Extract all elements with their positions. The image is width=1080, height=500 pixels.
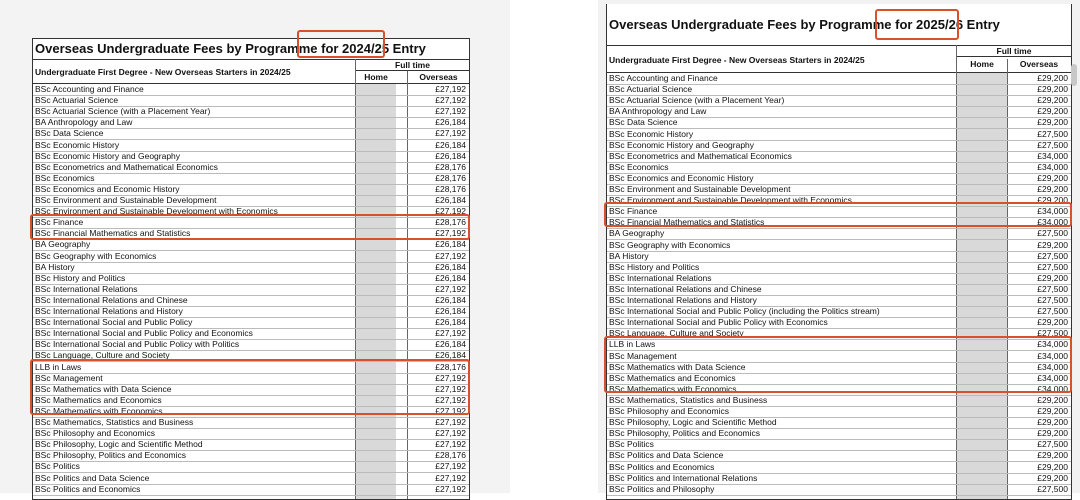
overseas-fee: £27,192 [435,472,466,483]
programme-name: BSc Accounting and Finance [609,73,718,83]
overseas-fee: £34,000 [1037,383,1068,394]
overseas-fee: £26,184 [435,239,466,250]
overseas-fee: £26,184 [435,339,466,350]
programme-name: BSc Mathematics with Economics [35,405,163,416]
programme-name: BSc Philosophy, Politics and Economics [35,450,187,461]
overseas-fee: £27,192 [435,383,466,394]
programme-name: BSc Finance [609,206,658,217]
overseas-fee: £27,192 [435,461,466,472]
overseas-fee: £26,184 [435,306,466,316]
programme-name: BA Geography [609,228,665,239]
programme-name: BSc Politics and Data Science [609,450,724,461]
overseas-fee: £27,500 [1037,139,1068,150]
overseas-fee: £27,500 [1037,128,1068,139]
full-time-header: Full time [356,60,469,71]
programme-name: BSc Philosophy and Economics [35,428,156,439]
programme-name: BSc Politics and Data Science [35,472,150,483]
overseas-fee: £29,200 [1037,184,1068,194]
programme-name: BSc Actuarial Science (with a Placement Year) [609,95,785,106]
highlight-laws-maths-rows-2024 [30,359,470,415]
programme-name: BSc Geography with Economics [35,250,157,261]
overseas-fee: £34,000 [1037,161,1068,172]
overseas-fee: £29,200 [1037,394,1068,405]
programme-name: BSc International Social and Public Policy (including the Politics stream) [609,306,880,317]
programme-name: BSc Economic History and Geography [609,139,755,150]
overseas-fee: £34,000 [1037,206,1068,217]
overseas-fee: £27,192 [435,372,466,383]
overseas-fee: £34,000 [1037,339,1068,350]
overseas-fee: £29,200 [1037,95,1068,106]
programme-name: BSc Politics and Economics [35,483,141,494]
programme-name: BSc International Social and Public Policy with Economics [609,317,828,328]
programme-name: BSc Geography with Economics [609,239,731,250]
overseas-fee: £27,500 [1037,483,1068,494]
overseas-fee: £27,500 [1037,439,1068,450]
programme-name: BSc Econometrics and Mathematical Economics [35,161,218,172]
overseas-fee: £27,500 [1037,261,1068,272]
programme-name: BSc Financial Mathematics and Statistics [609,217,765,228]
programme-name: BSc Politics and Philosophy [609,483,715,494]
programme-name: BSc International Social and Public Policy and Economics [35,328,253,339]
overseas-fee: £34,000 [1037,372,1068,383]
overseas-fee: £29,200 [1037,406,1068,416]
overseas-fee: £34,000 [1037,150,1068,161]
overseas-fee: £27,192 [435,128,466,139]
overseas-fee: £26,184 [435,261,466,272]
overseas-fee: £27,500 [1037,328,1068,339]
programme-name: BSc Mathematics with Economics [609,383,737,394]
programme-name: BSc Mathematics and Economics [609,372,736,383]
overseas-fee: £29,200 [1037,117,1068,128]
programme-name: BSc Finance [35,217,84,228]
overseas-fee: £27,192 [435,417,466,427]
programme-name: BSc Mathematics with Data Science [35,383,172,394]
overseas-fee: £28,176 [435,217,466,228]
programme-name: BSc Accounting and Finance [35,84,144,94]
overseas-fee: £28,176 [435,183,466,194]
overseas-fee: £26,184 [435,150,466,161]
overseas-fee: £27,192 [435,394,466,405]
highlight-finance-rows-2025 [604,202,1072,227]
programme-name: BSc Management [35,372,103,383]
overseas-fee: £29,200 [1037,472,1068,483]
programme-name: BSc International Relations and Chinese [35,294,188,305]
programme-name: BSc Language, Culture and Society [35,350,170,361]
overseas-fee: £26,184 [435,294,466,305]
overseas-fee: £29,200 [1037,239,1068,250]
programme-name: BSc Politics [35,461,80,472]
overseas-fee: £27,192 [435,250,466,261]
programme-name: BSc Data Science [609,117,678,128]
overseas-fee: £27,192 [435,95,466,106]
programme-name: BSc Politics and Economics [609,461,715,472]
programme-name: BSc Economic History and Geography [35,150,181,161]
overseas-fee: £29,200 [1037,417,1068,428]
overseas-fee: £26,184 [435,317,466,328]
overseas-fee: £34,000 [1037,217,1068,228]
overseas-fee: £29,200 [1037,428,1068,439]
programme-name: BA Anthropology and Law [609,106,707,117]
overseas-fee: £27,192 [435,483,466,494]
overseas-column-header: Overseas [1019,59,1059,69]
programme-name: BSc Actuarial Science (with a Placement Year) [35,106,211,117]
programme-name: BA Anthropology and Law [35,117,133,128]
overseas-fee: £28,176 [435,361,466,372]
highlight-entry-year-2024 [297,30,385,58]
programme-name: BSc Mathematics, Statistics and Business [609,394,768,405]
programme-name: BA History [609,250,649,261]
programme-name: BSc Management [609,350,677,361]
overseas-fee: £27,500 [1037,250,1068,261]
overseas-fee: £26,184 [435,272,466,283]
overseas-fee: £29,200 [1037,450,1068,461]
overseas-fee: £28,176 [435,450,466,461]
programme-name: BSc International Relations [35,283,138,294]
scrollbar-thumb[interactable] [1071,64,1077,86]
programme-name: BSc Politics [609,439,654,450]
overseas-fee: £27,192 [435,84,466,94]
programme-name: BSc Mathematics, Statistics and Business [35,417,194,427]
overseas-fee: £27,192 [435,439,466,450]
overseas-fee: £27,192 [435,228,466,239]
overseas-fee: £29,200 [1037,172,1068,183]
programme-name: BSc Environment and Sustainable Development with Economics [609,195,852,206]
programme-name: LLB in Laws [35,361,82,372]
overseas-fee: £29,200 [1037,84,1068,95]
home-column-header: Home [970,59,994,69]
programme-name: BSc Actuarial Science [609,84,693,95]
full-time-header: Full time [957,46,1071,57]
programme-name: LLB in Laws [609,339,656,350]
programme-name: BSc Econometrics and Mathematical Economics [609,150,792,161]
overseas-fee: £29,200 [1037,461,1068,472]
overseas-fee: £29,200 [1037,317,1068,328]
programme-name: BSc History and Politics [609,261,700,272]
overseas-fee: £29,200 [1037,195,1068,206]
overseas-fee: £29,200 [1037,73,1068,83]
table-row [33,484,469,496]
programme-name: BSc Environment and Sustainable Development [609,184,791,194]
programme-name: BSc Economics and Economic History [609,172,754,183]
overseas-fee: £27,192 [435,428,466,439]
overseas-fee: £34,000 [1037,361,1068,372]
overseas-fee: £26,184 [435,195,466,205]
overseas-fee: £27,192 [435,283,466,294]
programme-name: BSc Philosophy and Economics [609,406,730,416]
table-subtitle: Undergraduate First Degree - New Overseas Starters in 2024/25 [609,55,865,65]
overseas-fee: £27,500 [1037,228,1068,239]
programme-name: BSc Economic History [609,128,694,139]
programme-name: BSc Philosophy, Politics and Economics [609,428,761,439]
fees-table-2024-25 [32,38,470,500]
table-subtitle: Undergraduate First Degree - New Overseas Starters in 2024/25 [35,67,291,77]
overseas-fee: £27,192 [435,206,466,217]
programme-name: BSc Economics [609,161,669,172]
overseas-fee: £28,176 [435,172,466,183]
programme-name: BSc International Relations [609,272,712,283]
programme-name: BSc Economic History [35,139,120,150]
programme-name: BSc Mathematics and Economics [35,394,162,405]
programme-name: BA History [35,261,75,272]
programme-name: BSc Politics and International Relations [609,472,758,483]
overseas-fee: £27,500 [1037,295,1068,305]
programme-name: BSc Economics [35,172,95,183]
programme-name: BSc Environment and Sustainable Development [35,195,217,205]
table-title-2024-25: Overseas Undergraduate Fees by Programme for 2024/25 Entry [33,39,469,60]
programme-name: BSc Environment and Sustainable Development with Economics [35,206,278,217]
programme-name: BSc International Social and Public Policy [35,317,193,328]
overseas-fee: £34,000 [1037,350,1068,361]
overseas-fee: £27,192 [435,106,466,117]
overseas-fee: £26,184 [435,117,466,128]
fees-table-2025-26 [606,4,1072,500]
home-column-header: Home [364,72,388,82]
programme-name: BSc Philosophy, Logic and Scientific Method [609,417,777,428]
programme-name: BSc Data Science [35,128,104,139]
programme-name: BA Geography [35,239,91,250]
highlight-laws-maths-rows-2025 [604,336,1072,393]
overseas-fee: £29,200 [1037,106,1068,117]
table-header [33,59,469,84]
table-row [607,484,1071,496]
overseas-fee: £26,184 [435,139,466,150]
overseas-fee: £28,176 [435,161,466,172]
programme-name: BSc Financial Mathematics and Statistics [35,228,191,239]
highlight-finance-rows-2024 [30,214,470,240]
overseas-fee: £29,200 [1037,272,1068,283]
overseas-fee: £26,184 [435,350,466,361]
overseas-column-header: Overseas [419,72,458,82]
programme-name: BSc History and Politics [35,272,126,283]
programme-name: BSc International Relations and History [609,295,757,305]
highlight-entry-year-2025 [875,9,959,40]
programme-name: BSc Actuarial Science [35,95,119,106]
table-header [607,45,1071,73]
overseas-fee: £27,192 [435,328,466,339]
programme-name: BSc International Relations and Chinese [609,283,762,294]
overseas-fee: £27,500 [1037,306,1068,317]
programme-name: BSc Philosophy, Logic and Scientific Method [35,439,203,450]
table-title-2025-26: Overseas Undergraduate Fees by Programme for 2025/26 Entry [607,4,1071,46]
programme-name: BSc Language, Culture and Society [609,328,744,339]
programme-name: BSc International Social and Public Policy with Politics [35,339,240,350]
programme-name: BSc International Relations and History [35,306,183,316]
programme-name: BSc Mathematics with Data Science [609,361,746,372]
programme-name: BSc Economics and Economic History [35,183,180,194]
overseas-fee: £27,192 [435,405,466,416]
overseas-fee: £27,500 [1037,283,1068,294]
